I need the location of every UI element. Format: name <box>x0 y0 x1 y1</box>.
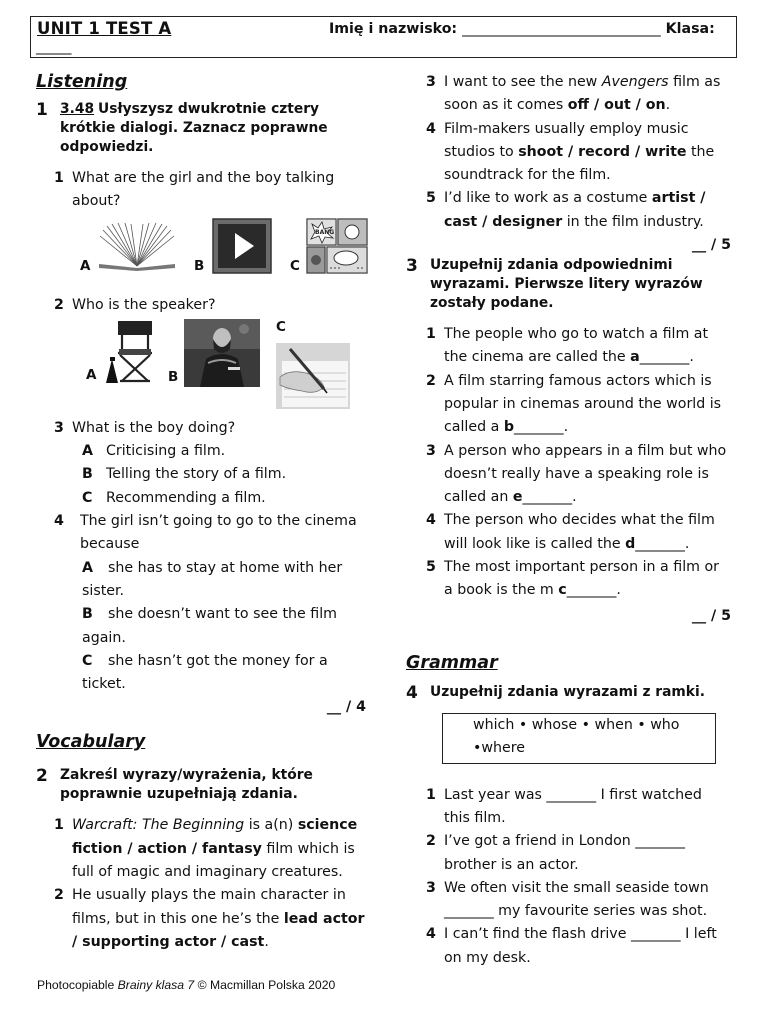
video-play-screen-image[interactable] <box>212 218 272 278</box>
question-text: The girl isn’t going to go to the cinema because <box>80 513 357 553</box>
question-1: 1 What are the girl and the boy talking about? <box>54 167 366 214</box>
grammar-item-4: 4 I can’t find the flash drive _______ I left on my desk. <box>426 926 717 966</box>
task-number: 1 <box>36 100 48 120</box>
answer-option-c[interactable]: C Recommending a film. <box>82 489 266 506</box>
question-text: What are the girl and the boy talking about? <box>72 170 335 210</box>
question-text: Who is the speaker? <box>72 296 216 313</box>
word-choice[interactable]: lead actor / supporting actor / cast <box>72 910 365 950</box>
task-number: 4 <box>406 682 418 703</box>
word-box <box>442 713 716 764</box>
vocab-item-4: 4 Film-makers usually employ music studios to shoot / record / write the soundtrack for the film. <box>426 120 715 184</box>
task-number: 2 <box>36 766 48 787</box>
vocab-item-1: 1 Warcraft: The Beginning is a(n) science fiction / action / fantasy film which is full of magic and imaginary creatures. <box>54 817 358 881</box>
task-1-header <box>36 100 366 157</box>
question-2-pictures <box>80 319 366 413</box>
question-1-pictures <box>80 218 366 288</box>
section-title-vocabulary: Vocabulary <box>36 732 146 753</box>
fill-item-5: 5 The most important person in a film or a book is the m c_______. <box>426 559 719 599</box>
option-label: B <box>194 257 205 274</box>
vocab-item-5: 5 I’d like to work as a costume artist / cast / designer in the film industry. <box>426 190 706 230</box>
task-2-header <box>36 766 366 804</box>
hand-writing-image[interactable] <box>276 343 350 413</box>
left-column <box>36 72 366 954</box>
section-title-grammar: Grammar <box>406 652 498 673</box>
name-label: Imię i nazwisko: <box>329 21 458 37</box>
answer-option-c[interactable]: C she hasn’t got the money for a ticket. <box>82 652 328 693</box>
option-label: B <box>168 368 179 385</box>
svg-text:BANG: BANG <box>315 228 335 236</box>
right-column <box>406 72 731 970</box>
answer-blank[interactable]: _______. <box>522 489 577 506</box>
word-choice[interactable]: artist / cast / designer <box>444 190 706 230</box>
answer-blank[interactable]: _______. <box>639 349 694 366</box>
class-blank[interactable]: _____ <box>36 39 72 55</box>
word-box-line: •where <box>473 739 525 756</box>
word-box-line: which • whose • when • who <box>473 716 680 733</box>
task-instruction: Uzupełnij zdania wyrazami z ramki. <box>430 683 705 700</box>
answer-blank[interactable]: _______. <box>513 419 569 436</box>
task-number: 3 <box>406 256 418 277</box>
task-instruction: 3.48 Usłyszysz dwukrotnie cztery krótkie dialogi. Zaznacz poprawne odpowiedzi. <box>60 101 328 155</box>
answer-blank[interactable]: _______. <box>566 582 621 599</box>
question-2: 2 Who is the speaker? <box>54 294 366 317</box>
option-label: A <box>80 257 91 274</box>
score-task-2: __ / 5 <box>691 237 731 254</box>
grammar-item-1: 1 Last year was _______ I first watched this film. <box>426 786 702 826</box>
book-title: Brainy klasa 7 <box>117 978 195 992</box>
fill-item-3: 3 A person who appears in a film but who doesn’t really have a speaking role is called an e_______. <box>426 442 727 506</box>
class-label: Klasa: <box>665 21 715 37</box>
section-title-listening: Listening <box>36 72 128 92</box>
footer-copyright: Photocopiable Brainy klasa 7 © Macmillan Polska 2020 <box>37 978 336 992</box>
answer-option-b[interactable]: B Telling the story of a film. <box>82 466 287 483</box>
score-task-3: __ / 5 <box>691 607 731 624</box>
director-chair-megaphone-image[interactable] <box>104 319 158 389</box>
open-book-image[interactable] <box>98 222 176 276</box>
word-choice[interactable]: science fiction / action / fantasy <box>72 817 358 857</box>
option-label: C <box>276 318 286 335</box>
fill-item-1: 1 The people who go to watch a film at the cinema are called the a_______. <box>426 326 709 366</box>
costumed-actor-image[interactable] <box>184 319 260 391</box>
word-choice[interactable]: shoot / record / write <box>518 143 687 160</box>
fill-item-2: 2 A film starring famous actors which is popular in cinemas around the world is called a b_______. <box>426 372 722 436</box>
question-4: 4 The girl isn’t going to go to the cinema because <box>54 510 366 557</box>
vocab-item-2: 2 He usually plays the main character in films, but in this one he’s the lead actor / supporting actor / cast. <box>54 887 365 950</box>
option-label: A <box>86 366 97 383</box>
answer-option-a[interactable]: A she has to stay at home with her sister. <box>82 559 343 599</box>
page-title: UNIT 1 TEST A <box>37 19 172 38</box>
question-3: 3 What is the boy doing? <box>54 417 366 440</box>
score-task-1: __ / 4 <box>326 699 366 716</box>
question-text: What is the boy doing? <box>72 419 236 436</box>
task-3-header <box>406 256 731 313</box>
answer-blank[interactable]: _______. <box>635 535 690 552</box>
vocab-item-3: 3 I want to see the new Avengers film as soon as it comes off / out / on. <box>426 74 721 114</box>
grammar-item-3: 3 We often visit the small seaside town _______ my favourite series was shot. <box>426 879 709 920</box>
header-box <box>30 16 737 58</box>
task-instruction: Uzupełnij zdania odpowiednimi wyrazami. Pierwsze litery wyrazów zostały podane. <box>430 257 703 312</box>
fill-item-4: 4 The person who decides what the film will look like is called the d_______. <box>426 512 715 552</box>
grammar-item-2: 2 I’ve got a friend in London _______ brother is an actor. <box>426 833 685 873</box>
name-blank[interactable]: ____________________________ <box>462 21 661 37</box>
answer-option-b[interactable]: B she doesn’t want to see the film again. <box>82 606 337 646</box>
word-choice[interactable]: off / out / on <box>567 97 666 114</box>
answer-option-a[interactable]: A Criticising a film. <box>82 443 226 460</box>
comic-book-image[interactable] <box>306 218 368 278</box>
option-label: C <box>290 257 300 274</box>
audio-track-code: 3.48 <box>60 101 95 117</box>
name-class-line <box>329 21 715 37</box>
task-4-header <box>406 683 731 703</box>
task-instruction: Zakreśl wyrazy/wyrażenia, które poprawnie uzupełniają zdania. <box>60 767 313 803</box>
